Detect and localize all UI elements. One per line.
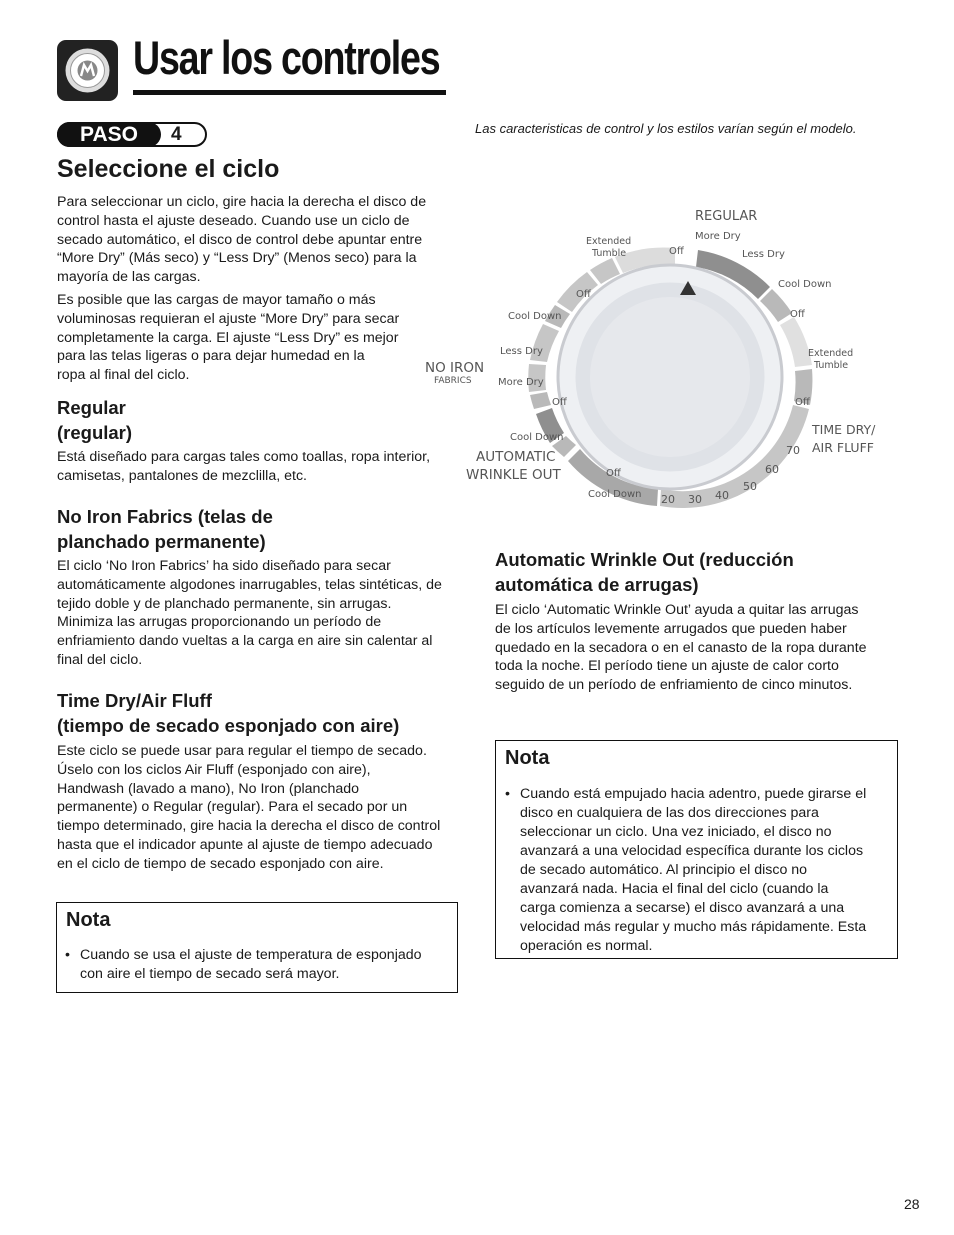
svg-text:Less Dry: Less Dry: [742, 249, 785, 260]
svg-text:More Dry: More Dry: [498, 377, 544, 388]
svg-text:Cool Down: Cool Down: [588, 489, 642, 500]
step-badge: [57, 122, 207, 147]
svg-text:Cool Down: Cool Down: [778, 279, 832, 290]
dial-label-regular: REGULAR: [695, 209, 758, 224]
page-title: Usar los controles: [133, 31, 440, 84]
note-line: Cuando se usa el ajuste de temperatura de esponjado: [80, 947, 422, 963]
wrinkle-out-heading: Automatic Wrinkle Out (reducción automática de arrugas): [495, 549, 794, 595]
note-title: Nota: [66, 909, 111, 931]
svg-text:50: 50: [743, 480, 757, 493]
svg-text:Cool Down: Cool Down: [508, 311, 562, 322]
svg-text:Less Dry: Less Dry: [500, 346, 543, 357]
time-dry-body: Este ciclo se puede usar para regular el tiempo de secado. Úselo con los ciclos Air Fluff (esponjado con aire), Handwash (lavado a mano), No Iron (planchado permanente) o Regular (regular). Para el secado por un tiempo determinado, gire hacia la derecha el disco de control hasta que el indicador apunte al ajuste de tiempo adecuado en el ciclo de tiempo de secado esponjado con aire.: [57, 743, 441, 872]
svg-text:Off: Off: [790, 309, 805, 320]
svg-text:Extended: Extended: [808, 348, 854, 359]
step-number: 4: [171, 124, 182, 145]
svg-text:Off: Off: [795, 397, 810, 408]
dial-label-automatic: AUTOMATIC: [476, 449, 556, 465]
regular-body: Está diseñado para cargas tales como toallas, ropa interior, camisetas, pantalones de mezclilla, etc.: [57, 449, 431, 484]
svg-text:Off: Off: [552, 397, 567, 408]
note-title: Nota: [505, 747, 550, 769]
note-bullet: •: [65, 947, 70, 963]
svg-text:60: 60: [765, 463, 779, 476]
svg-text:AIR FLUFF: AIR FLUFF: [812, 440, 874, 455]
time-dry-heading: Time Dry/Air Fluff (tiempo de secado esponjado con aire): [57, 690, 400, 736]
svg-text:20: 20: [661, 493, 675, 506]
control-dial-diagram: [420, 195, 920, 515]
regular-heading: Regular (regular): [57, 397, 133, 443]
section-title: Seleccione el ciclo: [57, 155, 280, 183]
svg-text:Extended: Extended: [586, 236, 632, 247]
dial-label-no-iron: NO IRON: [425, 360, 485, 376]
svg-text:Tumble: Tumble: [814, 360, 849, 371]
svg-text:More Dry: More Dry: [695, 231, 741, 242]
note-box-right: Nota • Cuando está empujado hacia adentro, puede girarse el disco en cualquiera de las dos direcciones para seleccionar un ciclo. Una vez iniciado, el disco no avanzará a una velocidad específica durante los ciclos de secado automático. Al principio el disco no avanzará nada. Hacia el final del ciclo (cuando la carga comienza a secarse) el disco avanzará a una velocidad más regular y mucho más rápidamente. Esta operación es normal.: [495, 740, 898, 959]
step-label: PASO: [57, 122, 161, 147]
no-iron-body: El ciclo ‘No Iron Fabrics’ ha sido diseñado para secar automáticamente algodones inarrugables, telas sintéticas, de tejido doble y de planchado permanente, sin arrugas. Minimiza las arrugas proporcionando un período de enfriamiento dando vueltas a la carga en aire sin calentar al final del ciclo.: [57, 558, 442, 668]
svg-text:Tumble: Tumble: [592, 248, 627, 259]
intro-paragraph-2: Es posible que las cargas de mayor tamaño o más voluminosas requieran el ajuste “More Dry” para secar completamente la carga. El ajuste “Less Dry” es mejor para las telas ligeras o para dejar humedad en la ropa al final del ciclo.: [57, 292, 400, 384]
wrinkle-out-body: El ciclo ‘Automatic Wrinkle Out’ ayuda a quitar las arrugas de los artículos levemente arrugados que pueden haber quedado en la secadora o en el canasto de la ropa durante toda la noche. El período tiene un ajuste de calor corto seguido de un período de enfriamiento de cinco minutos.: [495, 602, 867, 694]
note-line: con aire el tiempo de secado será mayor.: [80, 966, 340, 982]
svg-text:Cool Down: Cool Down: [510, 432, 564, 443]
svg-text:30: 30: [688, 493, 702, 506]
svg-text:Off: Off: [669, 246, 684, 257]
dial-label-time-dry: TIME DRY/: [812, 422, 876, 437]
svg-text:Off: Off: [606, 468, 621, 479]
no-iron-heading: No Iron Fabrics (telas de planchado permanente): [57, 506, 273, 552]
note-box-left: [56, 902, 458, 993]
svg-text:40: 40: [715, 489, 729, 502]
title-underline: [133, 90, 446, 95]
intro-paragraph-1: Para seleccionar un ciclo, gire hacia la derecha el disco de control hasta el ajuste deseado. Cuando use un ciclo de secado automático, el disco de control debe apuntar entre “More Dry” (Más seco) y “Less Dry” (Menos seco) para la mayoría de las cargas.: [57, 194, 427, 286]
model-caption: Las caracteristicas de control y los estilos varían según el modelo.: [475, 121, 857, 136]
maytag-dial-icon: [57, 40, 118, 101]
svg-text:WRINKLE OUT: WRINKLE OUT: [466, 467, 561, 483]
svg-text:FABRICS: FABRICS: [434, 376, 472, 386]
svg-text:70: 70: [786, 444, 800, 457]
svg-text:Off: Off: [576, 289, 591, 300]
page-number: 28: [904, 1196, 920, 1212]
note-bullet: •: [505, 786, 510, 802]
